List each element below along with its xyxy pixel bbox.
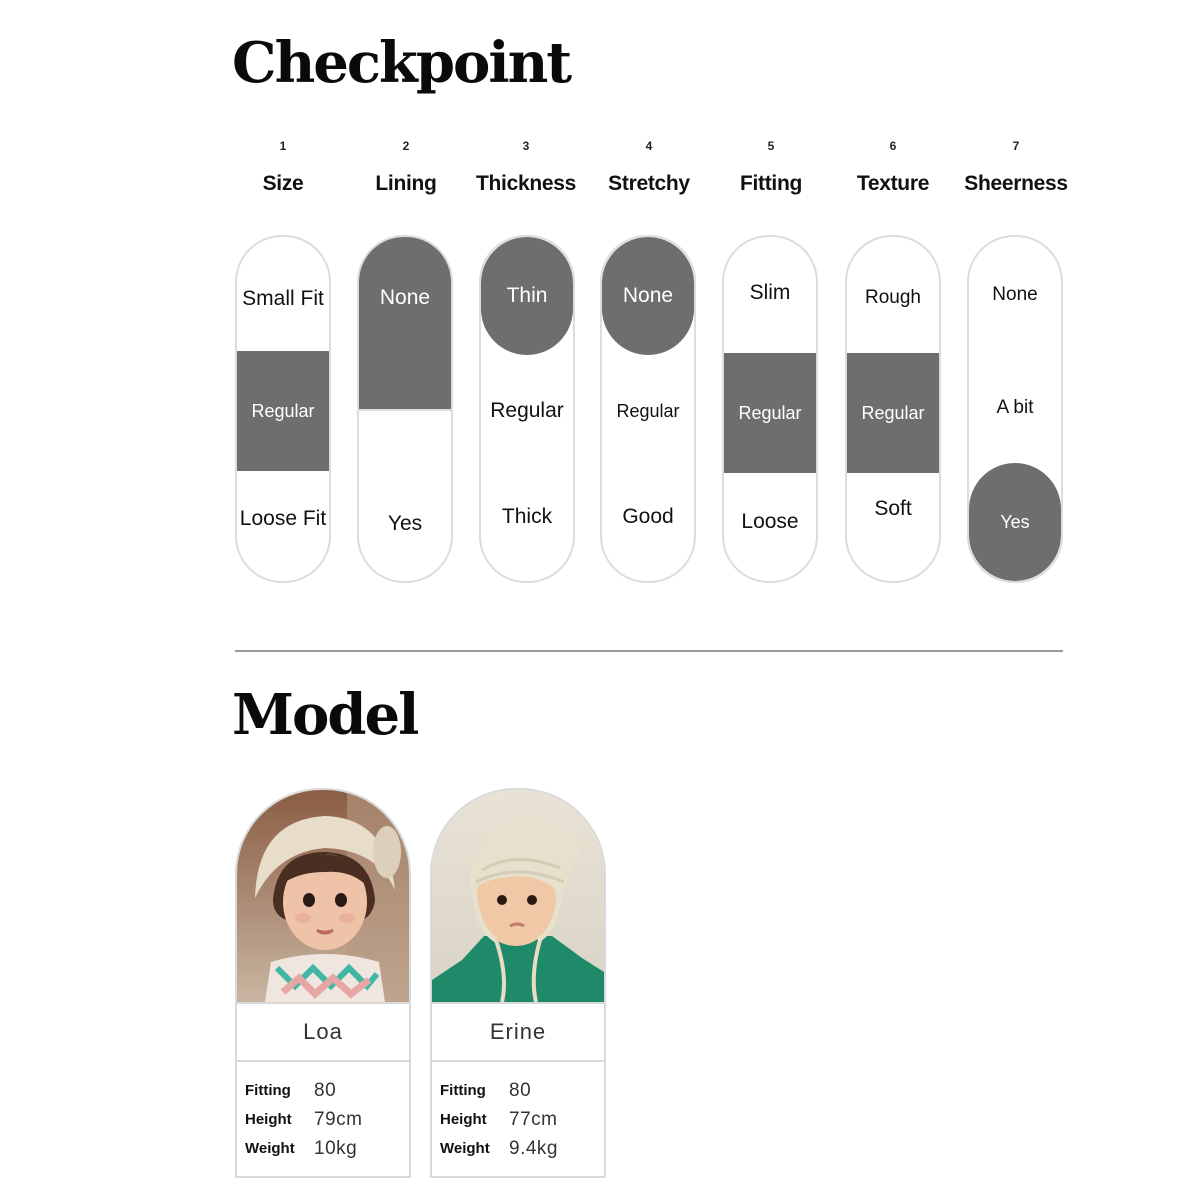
checkpoint-number: 7 (1012, 139, 1020, 153)
checkpoint-title: Checkpoint (232, 30, 571, 96)
checkpoint-label: Size (262, 172, 304, 195)
stat-row-height (440, 1105, 558, 1134)
sheerness-option: None (992, 284, 1038, 306)
stat-value: 10kg (314, 1137, 358, 1159)
checkpoint-header-fitting (710, 138, 832, 196)
checkpoint-number: 1 (279, 139, 287, 153)
fitting-option: Slim (749, 280, 791, 304)
lining-option: Yes (359, 409, 451, 581)
checkpoint-label: Thickness (475, 172, 576, 195)
stat-key: Fitting (245, 1082, 291, 1099)
size-option: Small Fit (242, 286, 324, 310)
model-card-erine (430, 788, 606, 1178)
thickness-option: Regular (490, 398, 564, 422)
thickness-option: Thick (501, 504, 553, 528)
model-name: Erine (432, 1002, 604, 1062)
checkpoint-label: Stretchy (608, 172, 690, 195)
checkpoint-header-stretchy (588, 138, 710, 196)
stat-value: 77cm (509, 1108, 558, 1130)
checkpoint-number: 3 (522, 139, 530, 153)
thickness-scale (479, 235, 575, 583)
fitting-scale (722, 235, 818, 583)
lining-option-selected: None (359, 237, 451, 409)
texture-scale (845, 235, 941, 583)
checkpoint-number: 2 (402, 139, 410, 153)
stat-row-fitting (440, 1076, 558, 1105)
checkpoint-header-size (222, 138, 344, 196)
stat-key: Weight (440, 1140, 490, 1157)
texture-option: Rough (865, 287, 921, 309)
stretchy-scale (600, 235, 696, 583)
stretchy-option: Good (622, 504, 674, 528)
fitting-option-selected: Regular (724, 353, 816, 473)
stretchy-option: Regular (616, 400, 680, 421)
texture-option-selected: Regular (847, 353, 939, 473)
model-card-loa (235, 788, 411, 1178)
checkpoint-number: 6 (889, 139, 897, 153)
checkpoint-header-lining (345, 138, 467, 196)
model-stats (245, 1076, 362, 1163)
stat-value: 9.4kg (509, 1137, 558, 1159)
toddler-in-white-bonnet-photo (237, 790, 409, 1002)
sheerness-option: A bit (996, 397, 1034, 419)
sheerness-scale (967, 235, 1063, 583)
size-scale (235, 235, 331, 583)
model-name: Loa (237, 1002, 409, 1062)
stretchy-option-selected: None (602, 237, 694, 355)
stat-row-weight (440, 1134, 558, 1163)
checkpoint-label: Lining (375, 172, 437, 195)
stat-value: 80 (509, 1079, 532, 1101)
size-option-selected: Regular (237, 351, 329, 471)
checkpoint-number: 5 (767, 139, 775, 153)
sheerness-option-selected: Yes (969, 463, 1061, 581)
checkpoint-label: Sheerness (964, 172, 1068, 195)
stat-row-weight (245, 1134, 362, 1163)
section-divider (235, 650, 1063, 652)
stat-key: Height (245, 1111, 292, 1128)
stat-row-fitting (245, 1076, 362, 1105)
checkpoint-header-texture (832, 138, 954, 196)
stat-value: 79cm (314, 1108, 363, 1130)
model-stats (440, 1076, 558, 1163)
stat-row-height (245, 1105, 362, 1134)
thickness-option-selected: Thin (481, 237, 573, 355)
baby-in-knit-beanie-photo (432, 790, 604, 1002)
stat-value: 80 (314, 1079, 337, 1101)
stat-key: Weight (245, 1140, 295, 1157)
size-option: Loose Fit (239, 506, 327, 530)
model-title: Model (232, 682, 418, 748)
stat-key: Fitting (440, 1082, 486, 1099)
checkpoint-number: 4 (645, 139, 653, 153)
texture-option: Soft (874, 497, 912, 520)
lining-scale (357, 235, 453, 583)
checkpoint-header-thickness (465, 138, 587, 196)
checkpoint-label: Texture (856, 172, 930, 195)
checkpoint-label: Fitting (739, 172, 803, 195)
checkpoint-header-sheerness (955, 138, 1077, 196)
stat-key: Height (440, 1111, 487, 1128)
fitting-option: Loose (741, 509, 799, 533)
